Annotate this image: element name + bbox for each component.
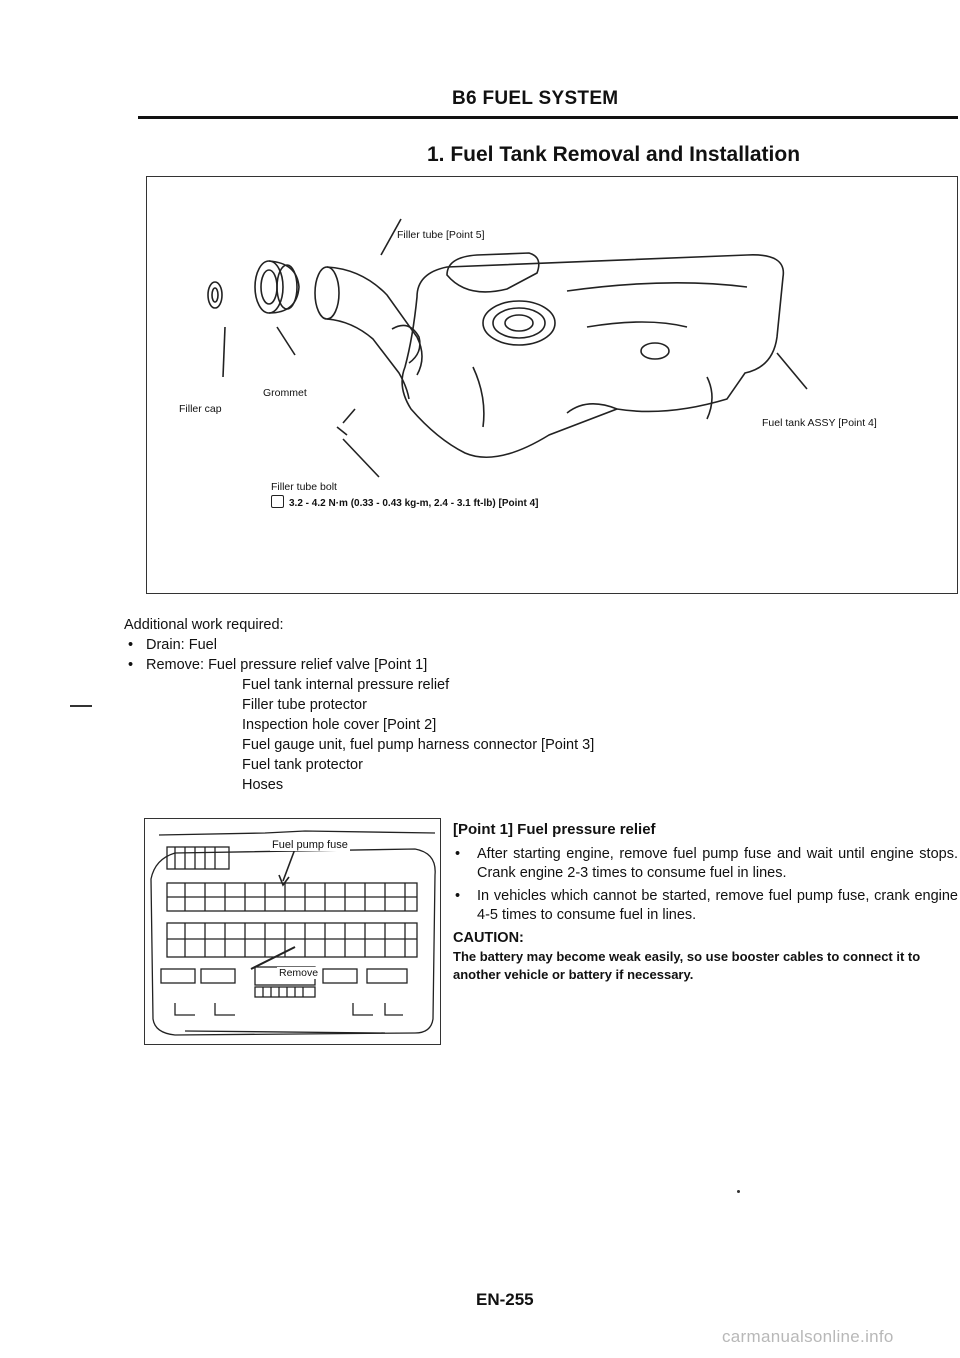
filler-tube-icon [315, 219, 422, 399]
remove-row [124, 655, 594, 675]
point1-bullet [453, 887, 958, 925]
bullet-icon: • [128, 657, 134, 673]
filler-cap-icon [208, 282, 225, 377]
grommet-icon [255, 261, 299, 355]
torque-spec [271, 495, 539, 509]
additional-work-heading: Additional work required: [124, 617, 284, 633]
fuel-tank-icon [402, 253, 807, 457]
fuse-row-1 [167, 883, 417, 911]
stray-mark [737, 1190, 740, 1193]
caution-label: CAUTION: [453, 930, 524, 946]
bullet-icon: • [455, 846, 461, 862]
filler-tube-bolt-label: Filler tube bolt [271, 481, 337, 493]
caution-text: The battery may become weak easily, so use booster cables to connect it to another vehicle or battery if necessary. [453, 949, 921, 982]
point1-heading: [Point 1] Fuel pressure relief [453, 821, 656, 838]
remove-item: Filler tube protector [242, 697, 367, 713]
remove-label: Remove: [146, 657, 205, 673]
page-number: EN-255 [476, 1290, 534, 1309]
bullet-icon: • [128, 637, 134, 653]
grommet-label: Grommet [263, 387, 307, 399]
fuse-box-illustration [145, 819, 440, 1044]
fuel-pump-fuse-label: Fuel pump fuse [272, 839, 348, 851]
point1-bullet-text: In vehicles which cannot be started, remove fuel pump fuse, crank engine 4-5 times to consume fuel in lines. [477, 888, 958, 923]
chapter-title: 1. Fuel Tank Removal and Installation [427, 143, 801, 166]
fuse-box-figure [144, 818, 441, 1045]
additional-work [124, 615, 594, 795]
remove-item: Inspection hole cover [Point 2] [242, 717, 437, 733]
filler-cap-label: Filler cap [179, 403, 222, 415]
section-title: B6 FUEL SYSTEM [452, 88, 619, 109]
point1-section [453, 820, 958, 984]
remove-item: Hoses [242, 777, 284, 793]
drain-label: Drain: [146, 637, 185, 653]
bullet-icon: • [455, 888, 461, 904]
fuse-row-top [167, 847, 229, 869]
filler-tube-label: Filler tube [Point 5] [397, 229, 485, 241]
drain-item: Fuel [188, 637, 217, 653]
torque-spec-text: 3.2 - 4.2 N·m (0.33 - 0.43 kg-m, 2.4 - 3.1 ft-lb) [Point 4] [289, 498, 539, 509]
fuel-tank-illustration [147, 177, 957, 593]
torque-wrench-icon [271, 495, 284, 508]
remove-item: Fuel gauge unit, fuel pump harness connector [Point 3] [242, 737, 595, 753]
point1-bullet [453, 845, 958, 883]
filler-tube-bolt-icon [337, 409, 379, 477]
fuse-row-2 [167, 923, 417, 957]
margin-mark [70, 705, 92, 707]
remove-item: Fuel pressure relief valve [Point 1] [208, 657, 428, 673]
point1-bullet-text: After starting engine, remove fuel pump fuse and wait until engine stops. Crank engine 2-3 times to consume fuel in lines. [477, 846, 958, 881]
remove-item: Fuel tank internal pressure relief [242, 677, 450, 693]
fuel-tank-figure [146, 176, 958, 594]
fuel-tank-assy-label: Fuel tank ASSY [Point 4] [762, 417, 877, 429]
watermark: carmanualsonline.info [722, 1327, 894, 1346]
remove-item: Fuel tank protector [242, 757, 363, 773]
remove-label-callout: Remove [279, 967, 319, 979]
title-rule [138, 116, 958, 119]
drain-row [124, 635, 594, 655]
